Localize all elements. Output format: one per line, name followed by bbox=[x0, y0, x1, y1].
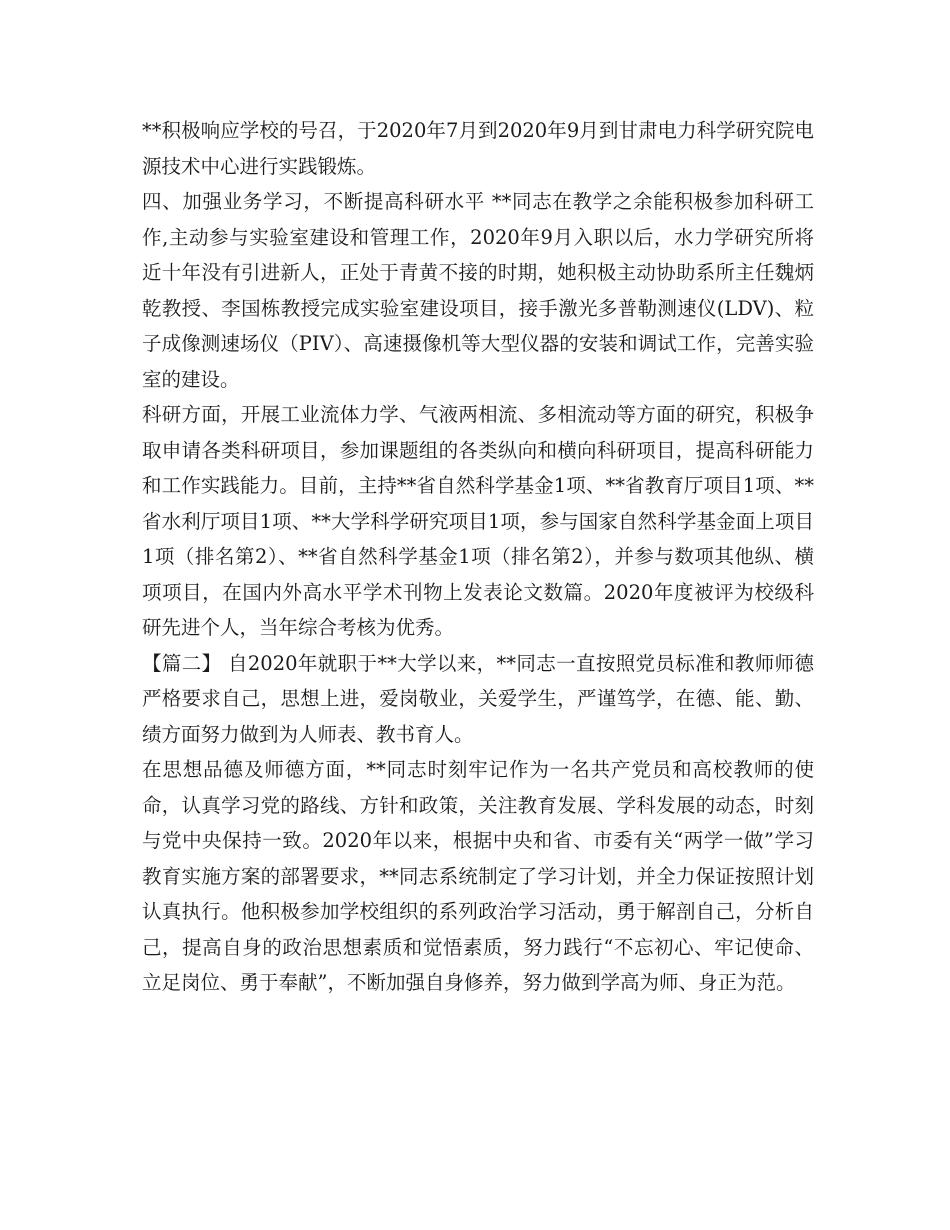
paragraph-practice: **积极响应学校的号召，于2020年7月到2020年9月到甘肃电力科学研究院电源技术中心进行实践锻炼。 bbox=[142, 119, 814, 178]
paragraph-ethics: 在思想品德及师德方面，**同志时刻牢记作为一名共产党员和高校教师的使命，认真学习党的路线、方针和政策，关注教育发展、学科发展的动态，时刻与党中央保持一致。2020年以来，根据中央和省、市委有关“两学一做”学习教育实施方案的部署要求，**同志系统制定了学习计划，并全力保证按照计划认真执行。他积极参加学校组织的系列政治学习活动，勇于解剖自己，分析自己，提高自身的政治思想素质和觉悟素质，努力践行“不忘初心、牢记使命、立足岗位、勇于奉献”，不断加强自身修养，努力做到学高为师、身正为范。 bbox=[142, 758, 814, 994]
paragraph-research: 科研方面，开展工业流体力学、气液两相流、多相流动等方面的研究，积极争取申请各类科研项目，参加课题组的各类纵向和横向科研项目，提高科研能力和工作实践能力。目前，主持**省自然科学基金1项、**省教育厅项目1项、**省水利厅项目1项、**大学科学研究项目1项，参与国家自然科学基金面上项目1项（排名第2）、**省自然科学基金1项（排名第2），并参与数项其他纵、横项项目，在国内外高水平学术刊物上发表论文数篇。2020年度被评为校级科研先进个人，当年综合考核为优秀。 bbox=[142, 403, 814, 639]
paragraph-part-two: 【篇二】 自2020年就职于**大学以来，**同志一直按照党员标准和教师师德严格要求自己，思想上进，爱岗敬业，关爱学生，严谨笃学，在德、能、勤、绩方面努力做到为人师表、教书育人。 bbox=[142, 651, 814, 746]
document-body bbox=[142, 113, 814, 1001]
paragraph-section-four: 四、加强业务学习，不断提高科研水平 **同志在教学之余能积极参加科研工作,主动参与实验室建设和管理工作，2020年9月入职以后，水力学研究所将近十年没有引进新人，正处于青黄不接的时期，她积极主动协助系所主任魏炳乾教授、李国栋教授完成实验室建设项目，接手激光多普勒测速仪(LDV)、粒子成像测速场仪（PIV）、高速摄像机等大型仪器的安装和调试工作，完善实验室的建设。 bbox=[142, 190, 814, 391]
